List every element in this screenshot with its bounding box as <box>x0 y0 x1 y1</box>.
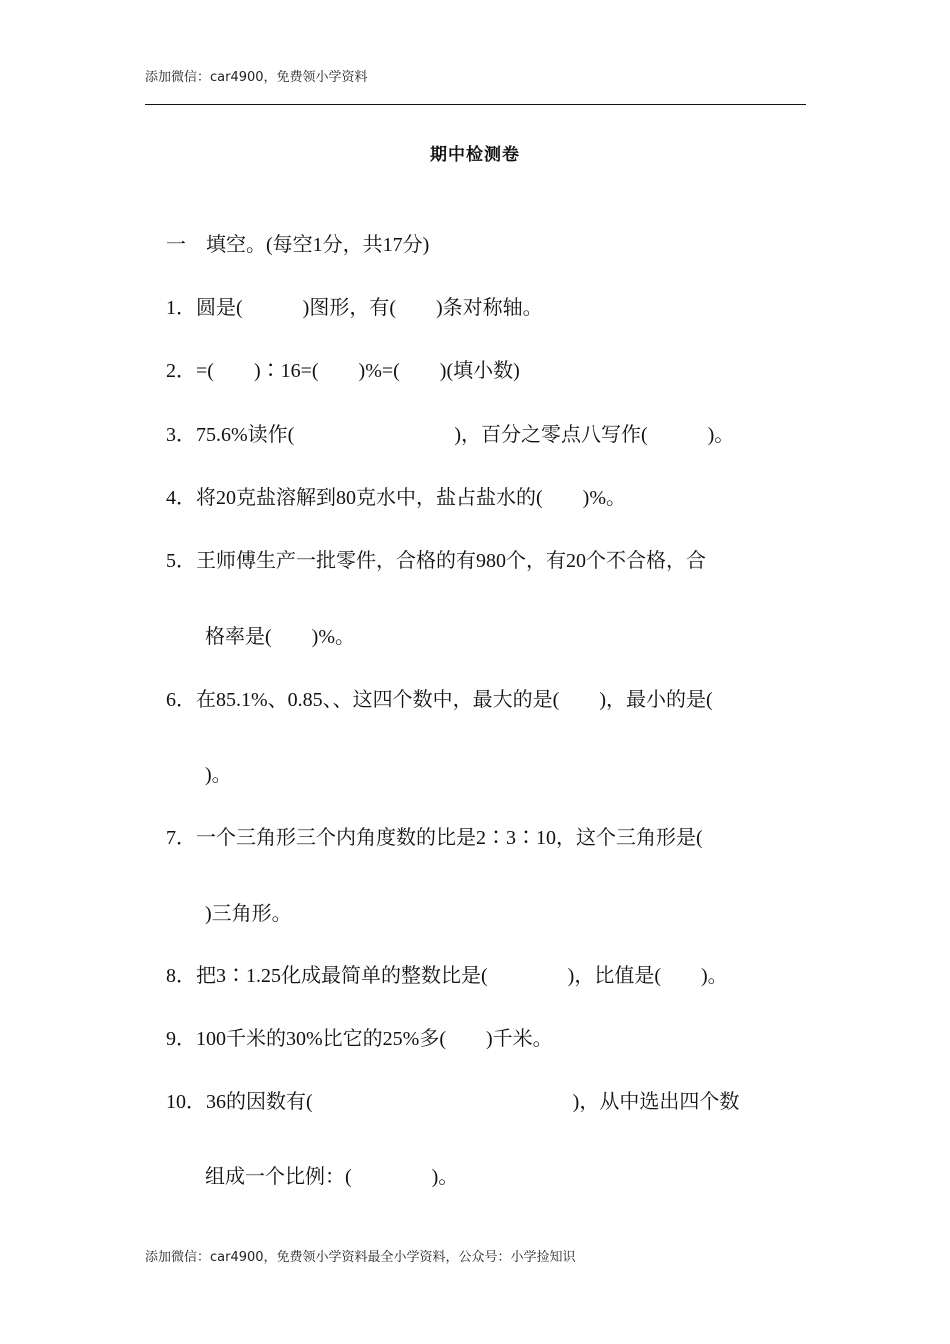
header-note: 添加微信：car4900，免费领小学资料 <box>145 70 368 85</box>
section-heading: 一 填空。(每空1分，共17分) <box>166 234 430 256</box>
question-6-continued: )。 <box>205 764 232 786</box>
header-divider <box>145 104 806 105</box>
question-5: 5．王师傅生产一批零件，合格的有980个，有20个不合格，合 <box>166 550 706 572</box>
footer-note: 添加微信：car4900，免费领小学资料最全小学资料，公众号：小学捡知识 <box>145 1250 576 1265</box>
question-5-continued: 格率是( )%。 <box>205 626 355 648</box>
question-10: 10．36的因数有( )，从中选出四个数 <box>166 1091 740 1113</box>
question-1: 1．圆是( )图形，有( )条对称轴。 <box>166 297 543 319</box>
question-3: 3．75.6%读作( )，百分之零点八写作( )。 <box>166 424 735 446</box>
question-7: 7．一个三角形三个内角度数的比是2∶3∶10，这个三角形是( <box>166 827 703 849</box>
question-2: 2．=( )∶16=( )%=( )(填小数) <box>166 360 520 382</box>
question-6: 6．在85.1%、0.85、、这四个数中，最大的是( )，最小的是( <box>166 689 713 711</box>
question-8: 8．把3∶1.25化成最简单的整数比是( )，比值是( )。 <box>166 965 728 987</box>
question-7-continued: )三角形。 <box>205 903 292 925</box>
question-4: 4．将20克盐溶解到80克水中，盐占盐水的( )%。 <box>166 487 626 509</box>
question-9: 9．100千米的30%比它的25%多( )千米。 <box>166 1028 553 1050</box>
page-title: 期中检测卷 <box>430 145 520 165</box>
question-10-continued: 组成一个比例：( )。 <box>205 1166 459 1188</box>
